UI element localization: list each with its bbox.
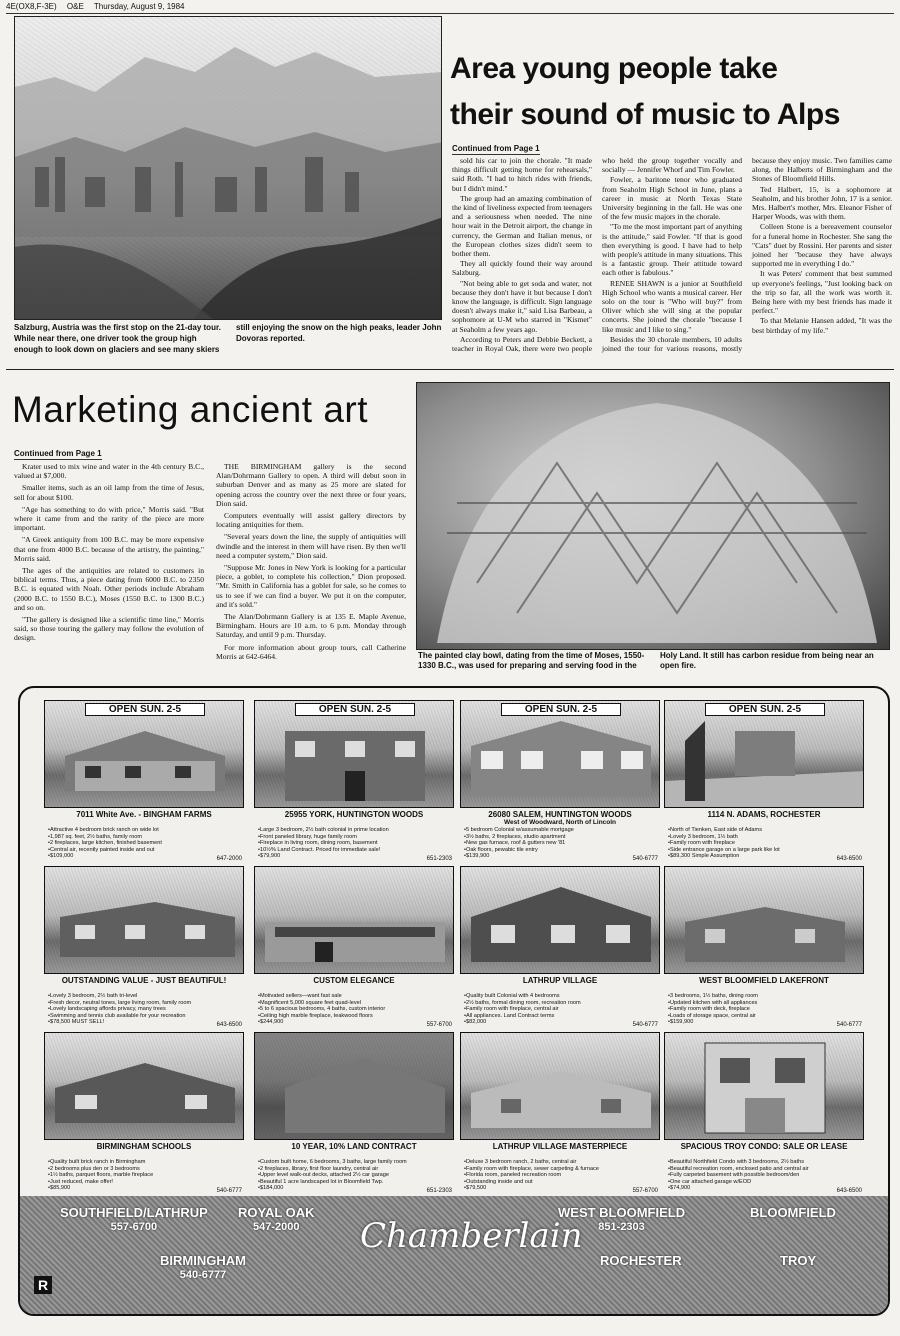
listing-features [464, 993, 660, 1026]
folio-paper: O&E [66, 2, 84, 11]
office-name: ROYAL OAK [238, 1205, 315, 1220]
listing-title: WEST BLOOMFIELD LAKEFRONT [699, 976, 829, 985]
listing-feature: • 2 bedrooms plus den or 3 bedrooms [48, 1166, 244, 1173]
listing-feature: • Fresh decor, neutral tones, large living room, family room [48, 1000, 244, 1007]
listing-feature: • Magnificent 5,000 square feet quad-level [258, 1000, 454, 1007]
listing-title: SPACIOUS TROY CONDO: SALE OR LEASE [680, 1142, 848, 1151]
listing-feature: • 2 fireplaces, large kitchen, finished basement [48, 840, 244, 847]
listing-features [464, 827, 660, 860]
listing-feature: • 1,987 sq. feet, 2½ baths, family room [48, 834, 244, 841]
listing-phone: 651-2303 [426, 856, 452, 862]
clay-bowl-caption: The painted clay bowl, dating from the time of Moses, 1550-1330 B.C., was used for preparing and serving food in the Holy Land. It still has carbon residue from being near an open fire. [418, 651, 874, 670]
listing-feature: • $78,500 MUST SELL! [48, 1019, 244, 1026]
listing-feature: • 1½ baths, parquet floors, marble fireplace [48, 1172, 244, 1179]
listing-feature: • Family room with fireplace, sewer carpeting & furnace [464, 1166, 660, 1173]
listing-title: CUSTOM ELEGANCE [313, 976, 395, 985]
listing-phone: 540-6777 [632, 1022, 658, 1028]
listing-card [44, 1032, 244, 1198]
clay-bowl-photo [416, 382, 890, 650]
alps-paragraph: sold his car to join the chorale. "It made things difficult getting home for rehearsals," said Roth. "I had to hitch rides with friends, but I didn't mind." [452, 156, 592, 193]
listing-feature: • Oak floors, pewabic tile entry [464, 847, 660, 854]
listing-phone: 643-6500 [216, 1022, 242, 1028]
listing-photo [44, 700, 244, 808]
listing-features [48, 1159, 244, 1192]
listing-feature: • 5 to 6 spacious bedrooms, 4 baths, custom interior [258, 1006, 454, 1013]
listing-feature: • Florida room, paneled recreation room [464, 1172, 660, 1179]
listing-photo [664, 700, 864, 808]
listing-subtitle: West of Woodward, North of Lincoln [503, 819, 617, 826]
listing-features [668, 827, 864, 860]
marketing-paragraph: "Age has something to do with price," Morris said. "But where it came from and the rarity of the piece are more important. [14, 504, 204, 533]
folio-date: Thursday, August 9, 1984 [93, 2, 185, 11]
listing-feature: • Lovely landscaping affords privacy, many trees [48, 1006, 244, 1013]
page-folio [6, 0, 894, 14]
listing-title: LATHRUP VILLAGE MASTERPIECE [492, 1142, 628, 1151]
office-name: WEST BLOOMFIELD [558, 1205, 686, 1220]
listing-feature: • Updated kitchen with all appliances [668, 1000, 864, 1007]
alps-paragraph: RENEE SHAWN is a junior at Southfield High School who wants a musical career. Her solo on the tour is "Who will buy?" from Oliver which she will sing at the popular concerts. She joined the chorale "because I like music and I like to sing." [602, 278, 742, 334]
listing-card [44, 866, 244, 1032]
listing-features [258, 827, 454, 860]
alps-paragraph: They all quickly found their way around Salzburg. [452, 259, 592, 278]
office-phone: 557-6700 [110, 1221, 158, 1233]
alps-headline-line1: Area young people take [450, 52, 778, 85]
marketing-paragraph: THE BIRMINGHAM gallery is the second Alan/Dohrmann Gallery to open. A third will debut soon in suburban Denver and as many as 25 more are slated for opening across the country over the next three or four years, Dion said. [216, 462, 406, 508]
listing-feature: • 5 bedroom Colonial w/assumable mortgage [464, 827, 660, 834]
listing-feature: • $109,000 [48, 853, 244, 860]
listing-feature: • Fireplace in living room, dining room, basement [258, 840, 454, 847]
listing-photo [44, 866, 244, 974]
listing-photo [664, 1032, 864, 1140]
office-phone: 540-6777 [179, 1269, 227, 1281]
marketing-paragraph: Computers eventually will assist gallery directors by locating antiquities for them. [216, 511, 406, 530]
real-estate-ad [18, 686, 890, 1316]
alps-paragraph: Besides the 30 chorale members, 10 adults joined the tour for various reasons, mostly because they enjoy music. Two families came along, the Halberts of Birmingham and the Stones of Bloomfield Hills. [602, 156, 892, 354]
office-name: SOUTHFIELD/LATHRUP [60, 1205, 208, 1220]
office-name: BIRMINGHAM [160, 1253, 246, 1268]
listing-feature: • $139,900 [464, 853, 660, 860]
office-southfield-lathrup [60, 1206, 208, 1234]
alps-paragraph: It was Peters' comment that best summed up everyone's feelings, "Just looking back on the trip so far, all the work was worth it. Being here with my best friends has made it perfect." [752, 269, 892, 316]
listing-feature: • Deluxe 3 bedroom ranch, 2 baths, central air [464, 1159, 660, 1166]
listing-photo [460, 1032, 660, 1140]
listing-feature: • Central air, recently painted inside and out [48, 847, 244, 854]
office-rochester [600, 1254, 682, 1268]
marketing-paragraph: For more information about group tours, call Catherine Morris at 642-6464. [216, 642, 406, 661]
listing-feature: • 3½ baths, 2 fireplaces, studio apartment [464, 834, 660, 841]
listing-feature: • North of Tienken, East side of Adams [668, 827, 864, 834]
listing-photo [44, 1032, 244, 1140]
listing-title: 26080 SALEM, HUNTINGTON WOODS [488, 810, 632, 819]
listing-photo [664, 866, 864, 974]
office-royal-oak [238, 1206, 315, 1234]
section-divider [6, 369, 894, 370]
open-house-banner: OPEN SUN. 2-5 [501, 703, 621, 716]
marketing-headline: Marketing ancient art [12, 389, 369, 430]
listing-photo [254, 866, 454, 974]
listing-feature: • Outstanding inside and out [464, 1179, 660, 1186]
listing-feature: • Swimming and tennis club available for your recreation [48, 1013, 244, 1020]
listing-phone: 540-6777 [216, 1188, 242, 1194]
listing-card [460, 1032, 660, 1198]
listing-feature: • Lovely 3 bedroom, 1½ bath [668, 834, 864, 841]
listing-phone: 643-6500 [836, 856, 862, 862]
listing-card [254, 700, 454, 866]
listing-feature: • Family room with deck, fireplace [668, 1006, 864, 1013]
alps-continued-line: Continued from Page 1 [452, 144, 540, 153]
listing-photo [254, 1032, 454, 1140]
listing-phone: 643-6500 [836, 1188, 862, 1194]
office-bloomfield [750, 1206, 836, 1220]
office-directory-band [20, 1196, 890, 1316]
marketing-paragraph: Smaller items, such as an oil lamp from the time of Jesus, sell for about $100. [14, 483, 204, 502]
listing-title: LATHRUP VILLAGE [522, 976, 598, 985]
listing-phone: 557-6700 [426, 1022, 452, 1028]
open-house-banner: OPEN SUN. 2-5 [295, 703, 415, 716]
marketing-paragraph: The ages of the antiquities are related to customers in biblical terms. Thus, a piece dating from 6000 B.C. to 2350 B.C. is equated with Noah. Other periods include Abraham (2000 B.C. to 1550 B.C.), Moses (1550 B.C. to 1300 B.C.) and so on. [14, 566, 204, 612]
listing-feature: • Upper level walk-out decks, attached 2½ car garage [258, 1172, 454, 1179]
listing-feature: • Front paneled library, huge family room [258, 834, 454, 841]
listing-features [668, 1159, 864, 1192]
listing-feature: • Loads of storage space, central air [668, 1013, 864, 1020]
alps-story-body [452, 156, 892, 356]
listing-card [460, 700, 660, 866]
listing-phone: 540-6777 [632, 856, 658, 862]
listing-feature: • Beautiful Northfield Condo with 3 bedrooms, 2½ baths [668, 1159, 864, 1166]
alps-paragraph: "Not being able to get soda and water, not because they don't have it but because I don't know the language, is difficult. Sign language doesn't always make it," said Lisa Barbeau, a sophomore at U-M who starred in "Kismet" at Seaholm a few years ago. [452, 278, 592, 334]
listing-feature: • Lovely 3 bedroom, 2½ bath tri-level [48, 993, 244, 1000]
marketing-paragraph: The Alan/Dohrmann Gallery is at 135 E. Maple Avenue, Birmingham. Hours are 10 a.m. to 6 p.m. Monday through Saturday, and until 9 p.m. Thursday. [216, 612, 406, 640]
listing-phone: 647-2000 [216, 856, 242, 862]
marketing-paragraph: "Suppose Mr. Jones in New York is looking for a particular piece, a goblet, to complete his collection," Dion proposed. "Mr. Smith in California has a goblet for sale, so he comes to us to see if we can find a buyer. We put it on the computer, and it's sold." [216, 563, 406, 609]
listing-feature: • 3 bedrooms, 1½ baths, dining room [668, 993, 864, 1000]
listing-feature: • Side entrance garage on a large park like lot [668, 847, 864, 854]
listing-card [254, 1032, 454, 1198]
listing-features [48, 993, 244, 1026]
listing-feature: • Just reduced, make offer! [48, 1179, 244, 1186]
alps-paragraph: Fowler, a baritone tenor who graduated from Seaholm High School in June, plans a career in music at North Texas State University beginning in the fall. He was one of the few music majors in the chorale. [602, 175, 742, 222]
alps-paragraph: The group had an amazing combination of the kind of liveliness expected from teenagers and a seriousness when needed. The nine hour wait in the Detroit airport, the change in currency, the German and Italian menus, or the European clothes sizes didn't seem to bother them. [452, 193, 592, 259]
listing-features [258, 1159, 454, 1192]
listing-title: OUTSTANDING VALUE - JUST BEAUTIFUL! [61, 976, 227, 985]
office-name: TROY [780, 1253, 817, 1268]
listing-card [44, 700, 244, 866]
listing-feature: • Family room with fireplace, central air [464, 1006, 660, 1013]
listing-phone: 540-6777 [836, 1022, 862, 1028]
listing-phone: 557-6700 [632, 1188, 658, 1194]
listing-card [664, 700, 864, 866]
listing-feature: • $89,300 Simple Assumption [668, 853, 864, 860]
salzburg-photo [14, 16, 442, 320]
alps-headline [450, 46, 890, 138]
alps-paragraph: Colleen Stone is a bereavement counselor for a funeral home in Rochester. She sang the "Cats" duet by Rossini. Her parents and sister joined her "because they have always supported me in everything I do." [752, 222, 892, 269]
chamberlain-logo: Chamberlain [360, 1216, 583, 1256]
open-house-banner: OPEN SUN. 2-5 [705, 703, 825, 716]
office-west-bloomfield [558, 1206, 685, 1234]
listing-feature: • Attractive 4 bedroom brick ranch on wide lot [48, 827, 244, 834]
marketing-story-body [14, 462, 406, 672]
listing-features [668, 993, 864, 1026]
alps-headline-line2: their sound of music to Alps [450, 98, 840, 131]
listing-card [664, 1032, 864, 1198]
listing-feature: • $79,500 [464, 1185, 660, 1192]
office-troy [780, 1254, 816, 1268]
office-name: ROCHESTER [600, 1253, 682, 1268]
listing-feature: • $244,900 [258, 1019, 454, 1026]
listing-photo [460, 700, 660, 808]
listing-feature: • One car attached garage w/EOD [668, 1179, 864, 1186]
listing-feature: • $82,000 [464, 1019, 660, 1026]
listing-feature: • $184,000 [258, 1185, 454, 1192]
listing-feature: • $85,900 [48, 1185, 244, 1192]
listing-feature: • Beautiful recreation room, enclosed patio and central air [668, 1166, 864, 1173]
listing-feature: • $79,900 [258, 853, 454, 860]
listing-feature: • Family room with fireplace [668, 840, 864, 847]
realtor-logo-icon: R [34, 1276, 52, 1294]
alps-paragraph: According to Peters and Debbie Beckett, a teacher in Royal Oak, there were two people who held the group together vocally and socially — Jennifer Whorf and Tim Fowler. [452, 156, 742, 354]
listing-feature: • Quality built brick ranch in Birmingham [48, 1159, 244, 1166]
listing-feature: • New gas furnace, roof & gutters new '81 [464, 840, 660, 847]
listing-card [254, 866, 454, 1032]
listing-feature: • Motivated sellers—want fast sale [258, 993, 454, 1000]
listing-title: 1114 N. ADAMS, ROCHESTER [707, 810, 821, 819]
office-phone: 851-2303 [598, 1221, 645, 1233]
marketing-paragraph: "The gallery is designed like a scientific time line," Morris said, so those touring the gallery may follow the evolution of design. [14, 615, 204, 643]
alps-paragraph: To that Melanie Hansen added, "It was the best birthday of my life." [752, 316, 892, 335]
listing-title: BIRMINGHAM SCHOOLS [96, 1142, 192, 1151]
alps-paragraph: "To me the most important part of anything is the attitude," said Fowler. "If that is good then everything is good. I have had to help with people's attitude in many situations. This is a fantastic group. Their attitude toward each other is fabulous." [602, 222, 742, 278]
listing-title: 7011 White Ave. - BINGHAM FARMS [76, 810, 212, 819]
listing-feature: • Ceiling high marble fireplace, teakwood floors [258, 1013, 454, 1020]
listing-feature: • Custom built home, 6 bedrooms, 3 baths, large family room [258, 1159, 454, 1166]
open-house-banner: OPEN SUN. 2-5 [85, 703, 205, 716]
listing-features [258, 993, 454, 1026]
folio-code: 4E(OX8,F-3E) [6, 2, 57, 11]
listing-feature: • $74,900 [668, 1185, 864, 1192]
listing-card [460, 866, 660, 1032]
marketing-continued-line: Continued from Page 1 [14, 449, 102, 458]
listing-title: 25955 YORK, HUNTINGTON WOODS [284, 810, 424, 819]
listing-feature: • Beautiful 1 acre landscaped lot in Bloomfield Twp. [258, 1179, 454, 1186]
listing-phone: 651-2303 [426, 1188, 452, 1194]
office-phone: 547-2000 [253, 1221, 300, 1233]
listing-features [48, 827, 244, 860]
listing-feature: • All appliances. Land Contract terms [464, 1013, 660, 1020]
listing-photo [460, 866, 660, 974]
listing-feature: • Large 3 bedroom, 2½ bath colonial in prime location [258, 827, 454, 834]
listing-feature: • Fully carpeted basement with possible bedroom/den [668, 1172, 864, 1179]
alps-paragraph: Ted Halbert, 15, is a sophomore at Seaholm, and his brother John, 17 is a senior. Mrs. Halbert's mother, Mrs. Eleanor Fisher of Harper Woods, was with them. [752, 184, 892, 222]
listing-card [664, 866, 864, 1032]
listing-feature: • $159,900 [668, 1019, 864, 1026]
listing-photo [254, 700, 454, 808]
listing-title: 10 YEAR, 10% LAND CONTRACT [291, 1142, 417, 1151]
listing-features [464, 1159, 660, 1192]
listing-feature: • Quality built Colonial with 4 bedrooms [464, 993, 660, 1000]
salzburg-photo-caption: Salzburg, Austria was the first stop on the 21-day tour. While near there, one driver took the group high enough to look down on glaciers and see many skiers still enjoying the snow on the high peaks, leader John Dovoras reported. [14, 323, 442, 354]
office-birmingham [160, 1254, 246, 1282]
marketing-paragraph: Krater used to mix wine and water in the 4th century B.C., valued at $7,000. [14, 462, 204, 481]
listing-feature: • 2 fireplaces, library, first floor laundry, central air [258, 1166, 454, 1173]
marketing-paragraph: "A Greek antiquity from 100 B.C. may be more expensive that one from 4000 B.C. because of the artistry, the painting," Morris said. [14, 535, 204, 563]
marketing-paragraph: "Several years down the line, the supply of antiquities will dwindle and the interest in them will have risen. By then we'll need a computer system," Dion said. [216, 532, 406, 560]
listing-feature: • 10½% Land Contract. Priced for immediate sale! [258, 847, 454, 854]
office-name: BLOOMFIELD [750, 1205, 836, 1220]
listing-feature: • 2½ baths, formal dining room, recreation room [464, 1000, 660, 1007]
